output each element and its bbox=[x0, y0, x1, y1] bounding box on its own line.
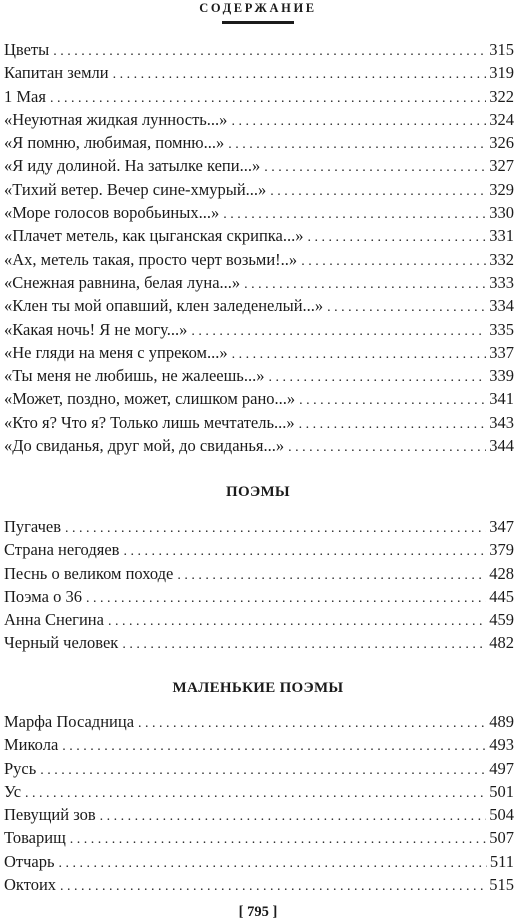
toc-entry-page: 501 bbox=[489, 781, 514, 801]
toc-entry[interactable] bbox=[4, 248, 514, 271]
toc-entry-page: 493 bbox=[489, 735, 514, 755]
small-poems-toc-list bbox=[4, 710, 514, 896]
toc-entry-page: 341 bbox=[489, 389, 514, 409]
toc-entry-page: 482 bbox=[489, 633, 514, 653]
toc-entry[interactable] bbox=[4, 780, 514, 803]
dot-leader bbox=[100, 805, 487, 828]
dot-leader bbox=[299, 389, 486, 412]
toc-entry[interactable] bbox=[4, 364, 514, 387]
toc-entry[interactable] bbox=[4, 85, 514, 108]
toc-entry[interactable] bbox=[4, 154, 514, 177]
toc-entry-title: «Море голосов воробьиных...» bbox=[4, 203, 220, 223]
poems-toc-list bbox=[4, 515, 514, 655]
toc-entry-title: Певущий зов bbox=[4, 805, 96, 825]
dot-leader bbox=[299, 413, 487, 436]
toc-entry[interactable] bbox=[4, 757, 514, 780]
dot-leader bbox=[327, 296, 486, 319]
toc-entry-page: 326 bbox=[489, 133, 514, 153]
toc-entry-page: 322 bbox=[489, 86, 514, 106]
toc-entry[interactable] bbox=[4, 826, 514, 849]
dot-leader bbox=[108, 610, 486, 633]
toc-entry[interactable] bbox=[4, 108, 514, 131]
toc-entry-title: «Не гляди на меня с упреком...» bbox=[4, 342, 228, 362]
page-number: [ 795 ] bbox=[238, 904, 278, 920]
dot-leader bbox=[122, 633, 486, 656]
dot-leader bbox=[270, 180, 486, 203]
toc-entry[interactable] bbox=[4, 873, 514, 896]
toc-entry-page: 334 bbox=[489, 296, 514, 316]
toc-entry[interactable] bbox=[4, 608, 514, 631]
toc-entry-page: 347 bbox=[489, 517, 514, 536]
toc-entry-title: «Ах, метель такая, просто черт возьми!..» bbox=[4, 249, 298, 269]
dot-leader bbox=[191, 320, 486, 343]
toc-entry-title: Пугачев bbox=[4, 517, 62, 536]
dot-leader bbox=[138, 712, 486, 735]
toc-entry-title: «Какая ночь! Я не могу...» bbox=[4, 319, 188, 339]
toc-entry-title: «До свиданья, друг мой, до свиданья...» bbox=[4, 436, 285, 456]
toc-entry[interactable] bbox=[4, 515, 514, 538]
dot-leader bbox=[177, 564, 486, 587]
dot-leader bbox=[59, 852, 487, 875]
toc-entry-title: «Тихий ветер. Вечер сине-хмурый...» bbox=[4, 179, 267, 199]
toc-entry[interactable] bbox=[4, 341, 514, 364]
toc-entry-page: 333 bbox=[489, 272, 514, 292]
dot-leader bbox=[50, 87, 486, 110]
toc-entry-title: Цветы bbox=[4, 40, 50, 59]
toc-entry-title: Песнь о великом походе bbox=[4, 563, 174, 583]
toc-entry[interactable] bbox=[4, 131, 514, 154]
toc-entry-page: 489 bbox=[489, 712, 514, 731]
dot-leader bbox=[53, 40, 486, 63]
dot-leader bbox=[228, 133, 486, 156]
dot-leader bbox=[70, 828, 486, 851]
toc-entry-page: 319 bbox=[489, 63, 514, 83]
toc-entry-title: Октоих bbox=[4, 875, 57, 895]
dot-leader bbox=[25, 782, 486, 805]
dot-leader bbox=[223, 203, 486, 226]
toc-entry-page: 507 bbox=[489, 828, 514, 848]
toc-entry-title: «Может, поздно, может, слишком рано...» bbox=[4, 389, 296, 409]
toc-entry-title: Капитан земли bbox=[4, 63, 109, 83]
toc-entry-page: 331 bbox=[489, 226, 514, 246]
toc-entry-page: 459 bbox=[489, 610, 514, 630]
toc-entry-page: 330 bbox=[489, 203, 514, 223]
toc-entry-title: Микола bbox=[4, 735, 59, 755]
dot-leader bbox=[232, 343, 487, 366]
toc-entry-title: «Ты меня не любишь, не жалеешь...» bbox=[4, 366, 265, 386]
toc-entry-title: Товарищ bbox=[4, 828, 66, 848]
toc-entry[interactable] bbox=[4, 411, 514, 434]
toc-entry-page: 315 bbox=[489, 40, 514, 59]
lyrics-toc-list bbox=[4, 38, 514, 457]
header-divider bbox=[222, 21, 294, 24]
dot-leader bbox=[301, 250, 486, 273]
toc-entry[interactable] bbox=[4, 224, 514, 247]
toc-entry-title: «Я помню, любимая, помню...» bbox=[4, 133, 225, 153]
dot-leader bbox=[231, 110, 486, 133]
toc-entry-title: Отчарь bbox=[4, 851, 55, 871]
dot-leader bbox=[288, 436, 486, 459]
toc-entry[interactable] bbox=[4, 178, 514, 201]
toc-entry[interactable] bbox=[4, 61, 514, 84]
dot-leader bbox=[113, 63, 487, 86]
dot-leader bbox=[62, 735, 486, 758]
toc-entry-title: «Снежная равнина, белая луна...» bbox=[4, 272, 241, 292]
dot-leader bbox=[60, 875, 486, 898]
dot-leader bbox=[123, 540, 486, 563]
toc-entry[interactable] bbox=[4, 850, 514, 873]
toc-entry-page: 511 bbox=[489, 851, 514, 871]
contents-title: СОДЕРЖАНИЕ bbox=[199, 1, 317, 15]
toc-entry[interactable] bbox=[4, 631, 514, 654]
toc-entry-title: «Я иду долиной. На затылке кепи...» bbox=[4, 156, 261, 176]
toc-entry-page: 327 bbox=[489, 156, 514, 176]
toc-entry-title: «Клен ты мой опавший, клен заледенелый...» bbox=[4, 296, 324, 316]
toc-entry[interactable] bbox=[4, 271, 514, 294]
toc-entry-title: Страна негодяев bbox=[4, 540, 120, 560]
toc-entry-page: 428 bbox=[489, 563, 514, 583]
dot-leader bbox=[40, 759, 486, 782]
dot-leader bbox=[268, 366, 486, 389]
toc-entry-page: 324 bbox=[489, 109, 514, 129]
toc-entry[interactable] bbox=[4, 562, 514, 585]
toc-entry[interactable] bbox=[4, 710, 514, 733]
toc-entry[interactable] bbox=[4, 201, 514, 224]
toc-entry-title: Ус bbox=[4, 781, 22, 801]
toc-entry[interactable] bbox=[4, 585, 514, 608]
toc-entry-page: 329 bbox=[489, 179, 514, 199]
poems-section-title: ПОЭМЫ bbox=[226, 484, 290, 500]
toc-entry-page: 445 bbox=[489, 586, 514, 606]
toc-entry[interactable] bbox=[4, 434, 514, 457]
toc-entry[interactable] bbox=[4, 38, 514, 61]
toc-entry[interactable] bbox=[4, 733, 514, 756]
dot-leader bbox=[308, 226, 487, 249]
toc-entry[interactable] bbox=[4, 538, 514, 561]
dot-leader bbox=[65, 517, 486, 540]
toc-entry-page: 515 bbox=[489, 875, 514, 895]
dot-leader bbox=[86, 587, 486, 610]
toc-entry-page: 335 bbox=[489, 319, 514, 339]
toc-entry-title: «Кто я? Что я? Только лишь мечтатель...» bbox=[4, 412, 295, 432]
toc-entry-page: 339 bbox=[489, 366, 514, 386]
toc-entry-title: 1 Мая bbox=[4, 86, 46, 106]
toc-entry-page: 337 bbox=[489, 342, 514, 362]
toc-entry-title: «Плачет метель, как цыганская скрипка...» bbox=[4, 226, 304, 246]
toc-entry-page: 344 bbox=[489, 436, 514, 456]
toc-entry-title: Русь bbox=[4, 758, 37, 778]
toc-entry-page: 497 bbox=[489, 758, 514, 778]
toc-entry-page: 343 bbox=[489, 412, 514, 432]
dot-leader bbox=[244, 273, 486, 296]
toc-entry-title: Черный человек bbox=[4, 633, 119, 653]
toc-entry[interactable] bbox=[4, 387, 514, 410]
toc-entry[interactable] bbox=[4, 803, 514, 826]
small-poems-section-title: МАЛЕНЬКИЕ ПОЭМЫ bbox=[172, 680, 344, 696]
toc-entry-page: 504 bbox=[489, 805, 514, 825]
toc-entry-page: 379 bbox=[489, 540, 514, 560]
toc-entry[interactable] bbox=[4, 294, 514, 317]
toc-entry-title: Марфа Посадница bbox=[4, 712, 135, 731]
toc-entry-title: Поэма о 36 bbox=[4, 586, 82, 606]
dot-leader bbox=[264, 156, 486, 179]
page-header bbox=[0, 0, 516, 24]
toc-entry-page: 332 bbox=[489, 249, 514, 269]
toc-entry-title: Анна Снегина bbox=[4, 610, 104, 630]
toc-entry-title: «Неуютная жидкая лунность...» bbox=[4, 109, 228, 129]
toc-entry[interactable] bbox=[4, 318, 514, 341]
